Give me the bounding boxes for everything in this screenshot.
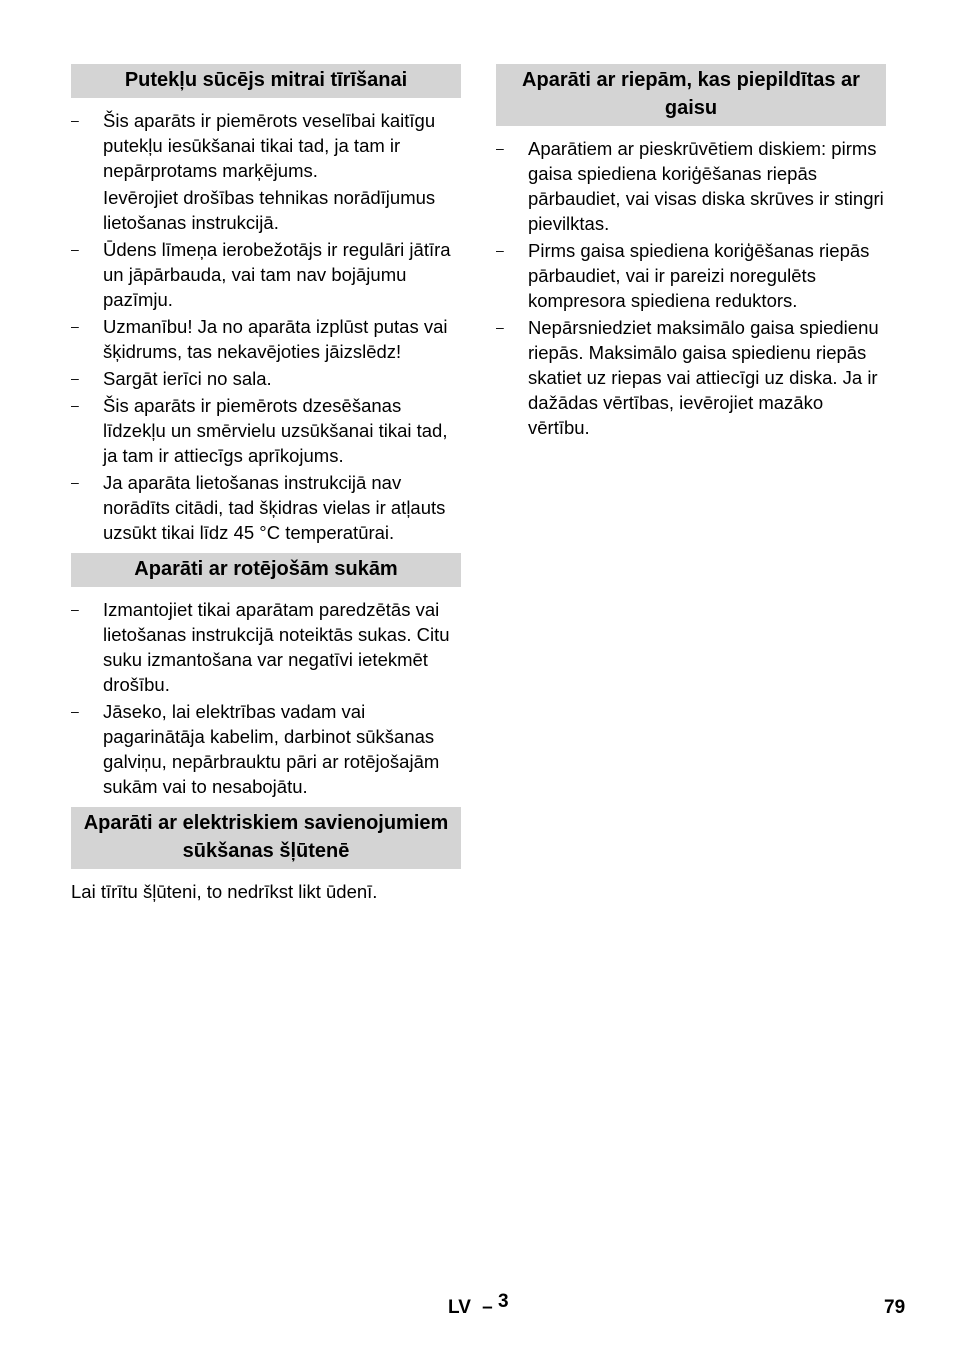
dash-bullet: –: [71, 370, 79, 386]
footer-separator: –: [482, 1297, 493, 1318]
section-heading-rotating-brushes: Aparāti ar rotējošām sukām: [71, 553, 461, 587]
footer-language-page: [448, 1291, 509, 1319]
page-number: 79: [884, 1297, 906, 1318]
list-item: – Šis aparāts ir piemērots veselībai kaitīgu putekļu iesūkšanai tikai tad, ja tam ir nepārprotams marķējums. Ievērojiet drošības tehnikas norādījumus lietošanas instrukcijā.: [71, 110, 436, 233]
dash-bullet: –: [71, 241, 79, 257]
left-column: [71, 64, 461, 904]
list-wet-vacuum: [71, 108, 461, 545]
list-item: – Uzmanību! Ja no aparāta izplūst putas vai šķidrums, tas nekavējoties jāizslēdz!: [71, 316, 448, 362]
right-column: [496, 64, 886, 448]
section-heading-wet-vacuum: Putekļu sūcējs mitrai tīrīšanai: [71, 64, 461, 98]
footer-lang: LV: [448, 1297, 471, 1318]
list-item: – Pirms gaisa spiediena koriģēšanas riepās pārbaudiet, vai ir pareizi noregulēts kompresora spiediena reduktors.: [496, 240, 870, 311]
list-item: – Izmantojiet tikai aparātam paredzētās vai lietošanas instrukcijā noteiktās sukas. Citu suku izmantošana var negatīvi ietekmēt drošību.: [71, 599, 450, 695]
dash-bullet: –: [496, 140, 504, 156]
list-item: – Aparātiem ar pieskrūvētiem diskiem: pirms gaisa spiediena koriģēšanas riepās pārbaudiet, vai visas diska skrūves ir stingri pievilktas.: [496, 138, 884, 234]
dash-bullet: –: [71, 474, 79, 490]
dash-bullet: –: [71, 703, 79, 719]
section-heading-electric-hose: Aparāti ar elektriskiem savienojumiem sūkšanas šļūtenē: [71, 807, 461, 869]
dash-bullet: –: [496, 319, 504, 335]
dash-bullet: –: [71, 112, 79, 128]
dash-bullet: –: [71, 601, 79, 617]
list-rotating-brushes: [71, 597, 461, 799]
list-item: – Ja aparāta lietošanas instrukcijā nav norādīts citādi, tad šķidras vielas ir atļauts uzsūkt tikai līdz 45 °C temperatūrai.: [71, 472, 446, 543]
dash-bullet: –: [71, 318, 79, 334]
dash-bullet: –: [496, 242, 504, 258]
list-item: – Nepārsniedziet maksimālo gaisa spiedienu riepās. Maksimālo gaisa spiedienu riepās skatiet uz riepas vai attiecīgi uz diska. Ja ir dažādas vērtības, ievērojiet mazāko vērtību.: [496, 317, 879, 438]
section-heading-pneumatic-tyres: Aparāti ar riepām, kas piepildītas ar gaisu: [496, 64, 886, 126]
footer-section-number: 3: [498, 1291, 509, 1312]
list-pneumatic-tyres: [496, 136, 886, 440]
dash-bullet: –: [71, 397, 79, 413]
list-item: – Sargāt ierīci no sala.: [71, 368, 272, 389]
electric-hose-text: Lai tīrītu šļūteni, to nedrīkst likt ūdenī.: [71, 881, 378, 902]
list-item: – Jāseko, lai elektrības vadam vai pagarinātāja kabelim, darbinot sūkšanas galviņu, nepārbrauktu pāri ar rotējošajām sukām vai to nesabojātu.: [71, 701, 440, 797]
list-item: – Ūdens līmeņa ierobežotājs ir regulāri jātīra un jāpārbauda, vai tam nav bojājumu pazīmju.: [71, 239, 451, 310]
list-item: – Šis aparāts ir piemērots dzesēšanas līdzekļu un smērvielu uzsūkšanai tikai tad, ja tam ir attiecīgs aprīkojums.: [71, 395, 448, 466]
